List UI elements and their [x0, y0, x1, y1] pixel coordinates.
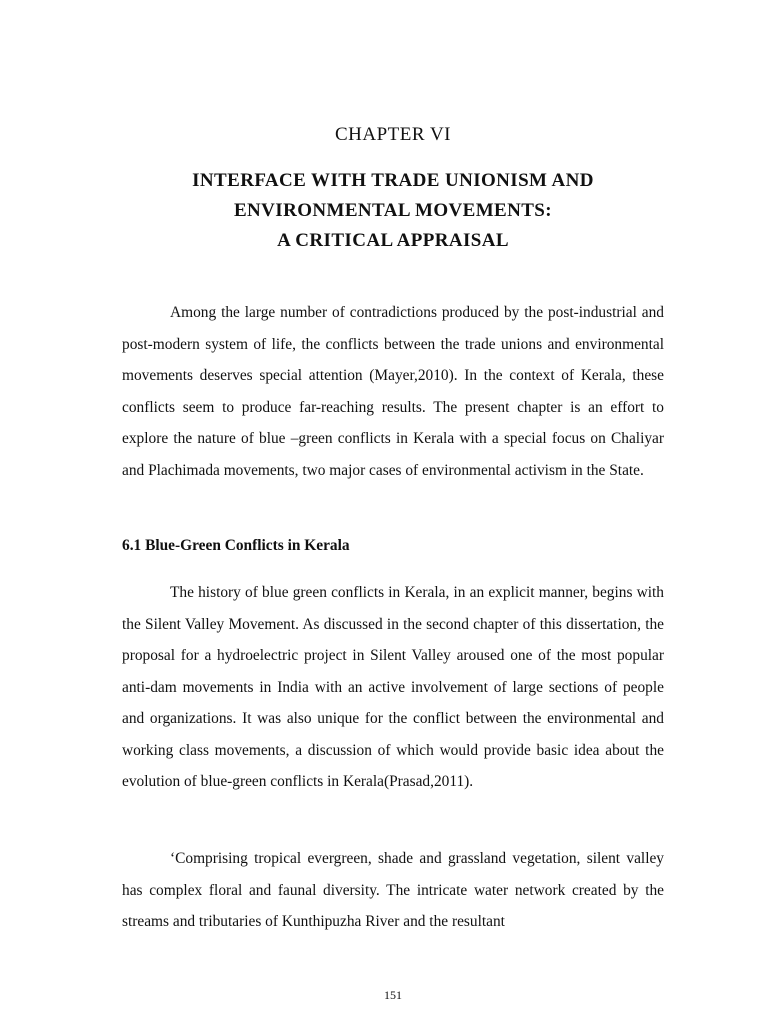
chapter-label: CHAPTER VI [334, 124, 452, 145]
chapter-title [0, 166, 768, 256]
intro-paragraph: Among the large number of contradictions produced by the post-industrial and post-modern system of life, the conflicts between the trade unions and environmental movements deserves special attention (Mayer,2010). In the context of Kerala, these conflicts seem to produce far-reaching results. The present chapter is an effort to explore the nature of blue –green conflicts in Kerala with a special focus on Chaliyar and Plachimada movements, two major cases of environmental activism in the State. [122, 304, 664, 479]
chapter-title-line-3: A CRITICAL APPRAISAL [277, 230, 509, 251]
chapter-title-line-2: ENVIRONMENTAL MOVEMENTS: [233, 200, 553, 221]
section-heading: 6.1 Blue-Green Conflicts in Kerala [122, 537, 350, 554]
section-paragraph-1: The history of blue green conflicts in Kerala, in an explicit manner, begins with the Silent Valley Movement. As discussed in the second chapter of this dissertation, the proposal for a hydroelectric project in Silent Valley aroused one of the most popular anti-dam movements in India with an active involvement of large sections of people and organizations. It was also unique for the conflict between the environmental and working class movements, a discussion of which would provide basic idea about the evolution of blue-green conflicts in Kerala(Prasad,2011). [122, 584, 664, 790]
page-number: 151 [384, 988, 402, 1002]
chapter-title-line-1: INTERFACE WITH TRADE UNIONISM AND [192, 170, 594, 191]
section-paragraph-2: ‘Comprising tropical evergreen, shade and grassland vegetation, silent valley has complex floral and faunal diversity. The intricate water network created by the streams and tributaries of Kunthipuzha River and the resultant [122, 850, 664, 930]
